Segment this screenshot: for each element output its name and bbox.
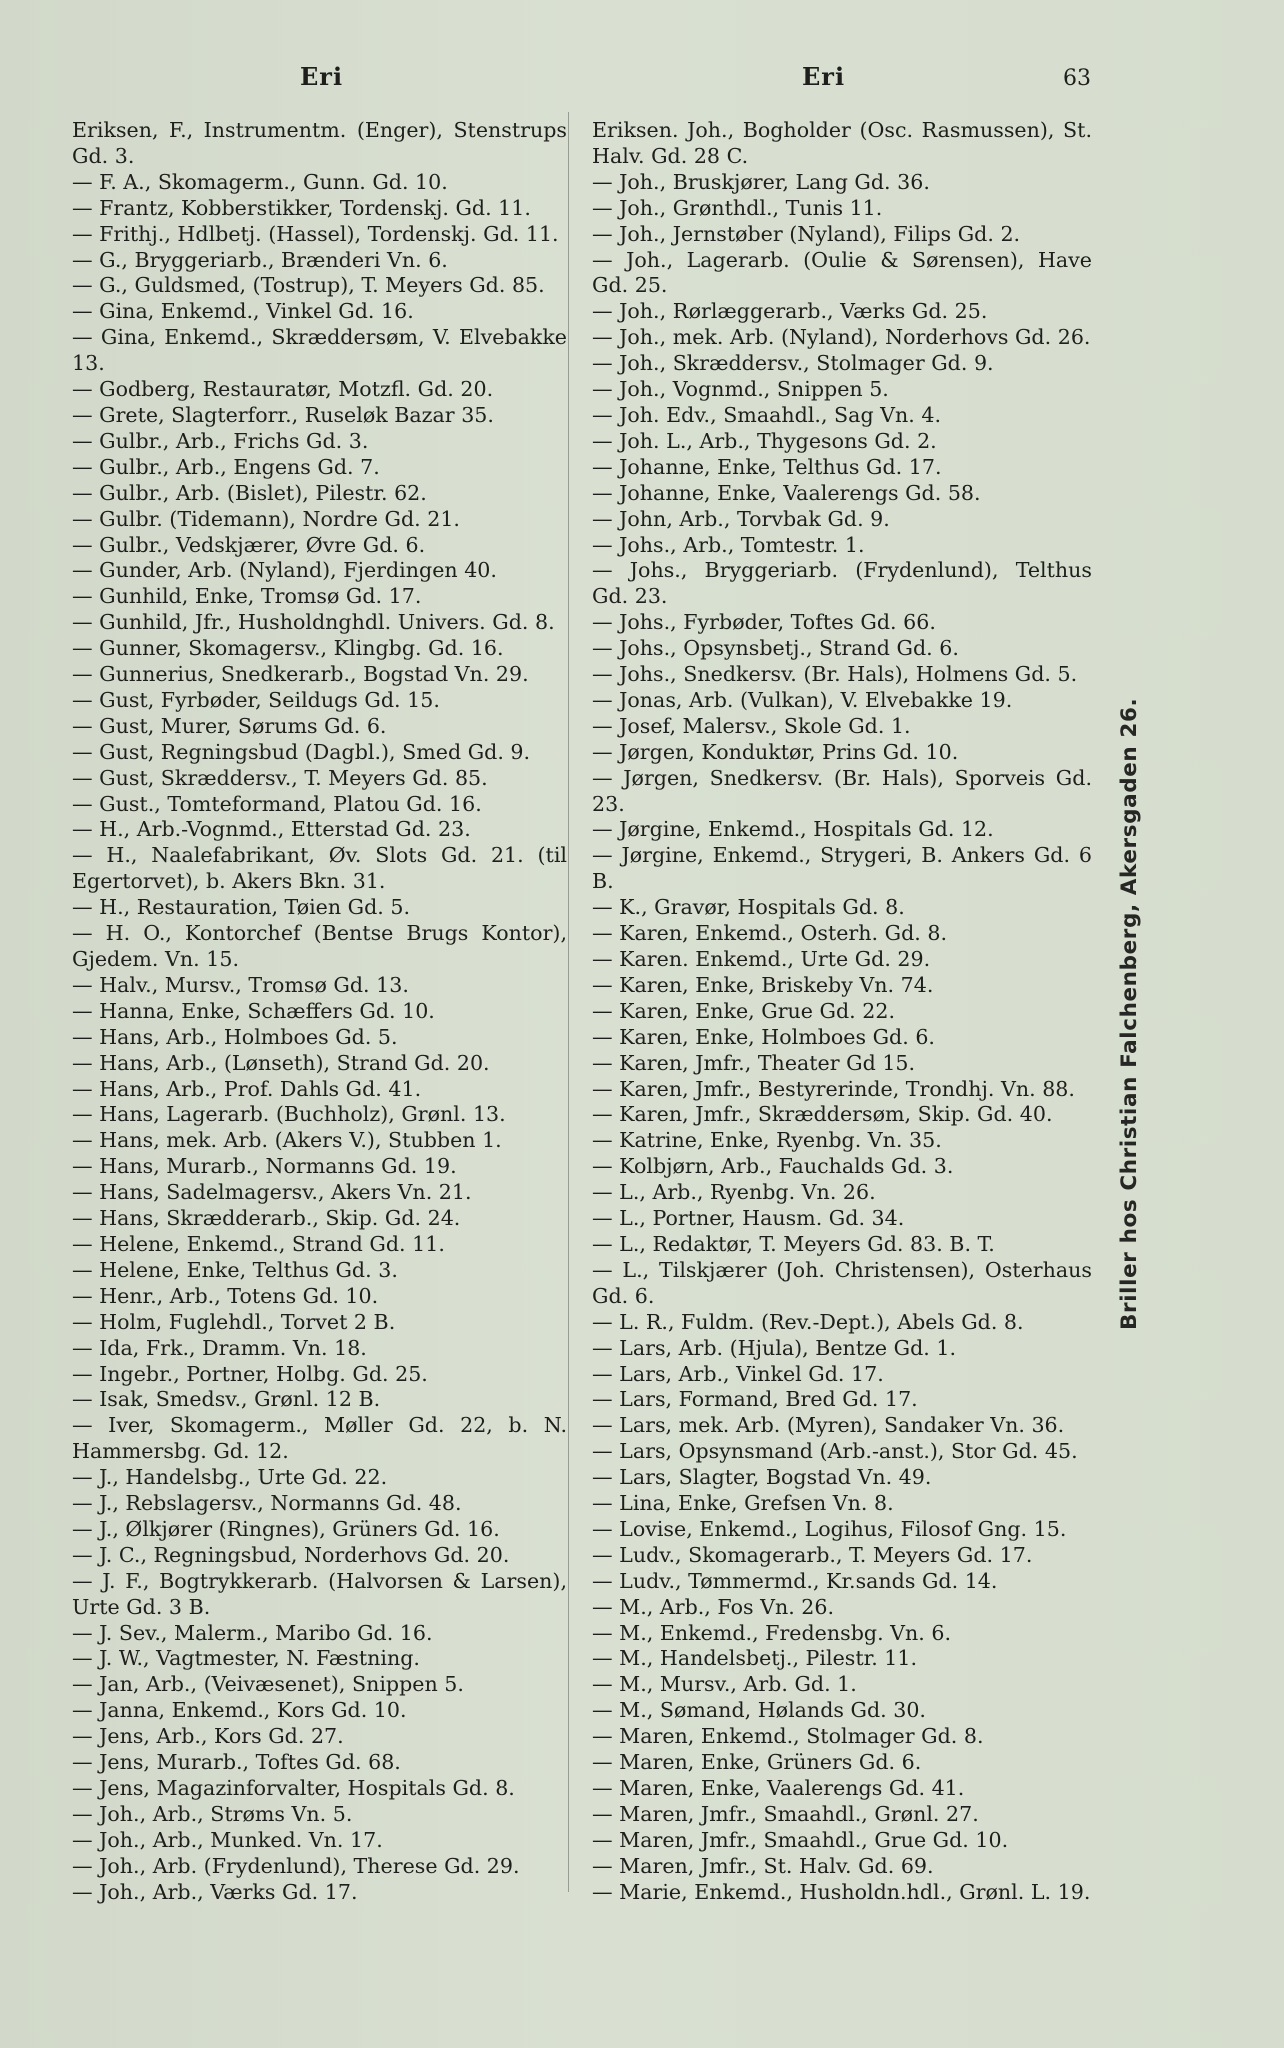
directory-entry: — Joh., Jernstøber (Nyland), Filips Gd. 2. xyxy=(592,221,1021,246)
directory-entry: — Gunnerius, Snedkerarb., Bogstad Vn. 29. xyxy=(72,662,529,687)
directory-entry: — John, Arb., Torvbak Gd. 9. xyxy=(592,506,890,531)
directory-entry: — Helene, Enke, Telthus Gd. 3. xyxy=(72,1257,398,1282)
directory-entry: — Karen, Jmfr., Theater Gd 15. xyxy=(592,1050,916,1075)
directory-entry: — Jens, Arb., Kors Gd. 27. xyxy=(72,1724,344,1749)
directory-entry: — Gust, Regningsbud (Dagbl.), Smed Gd. 9. xyxy=(72,739,531,764)
directory-entry: — Johs., Snedkersv. (Br. Hals), Holmens Gd. 5. xyxy=(592,662,1078,687)
directory-entry: — Gust, Fyrbøder, Seildugs Gd. 15. xyxy=(72,687,440,712)
directory-entry: — Lars, Arb. (Hjula), Bentze Gd. 1. xyxy=(592,1335,957,1360)
directory-entry: — G., Bryggeriarb., Brænderi Vn. 6. xyxy=(72,247,448,272)
directory-entry: — H., Restauration, Tøien Gd. 5. xyxy=(72,895,411,920)
directory-entry: — Maren, Jmfr., Smaahdl., Grue Gd. 10. xyxy=(592,1827,1009,1852)
directory-entry: — Joh., Vognmd., Snippen 5. xyxy=(592,377,889,402)
directory-entry: — Joh., Grønthdl., Tunis 11. xyxy=(592,195,883,220)
directory-entry: — Joh., Rørlæggerarb., Værks Gd. 25. xyxy=(592,299,988,324)
directory-entry: — Karen, Enke, Grue Gd. 22. xyxy=(592,998,896,1023)
directory-entry: — Grete, Slagterforr., Ruseløk Bazar 35. xyxy=(72,402,494,427)
directory-entry: — Isak, Smedsv., Grønl. 12 B. xyxy=(72,1387,381,1412)
directory-entry: — Jens, Magazinforvalter, Hospitals Gd. 8. xyxy=(72,1776,515,1800)
directory-entry: — Johs., Arb., Tomtestr. 1. xyxy=(592,532,865,557)
page-number: 63 xyxy=(1063,66,1091,91)
directory-entry: — H., Arb.-Vognmd., Etterstad Gd. 23. xyxy=(72,817,471,842)
directory-entry: — Karen. Enkemd., Urte Gd. 29. xyxy=(592,947,931,971)
directory-entry: — Johanne, Enke, Telthus Gd. 17. xyxy=(592,454,942,479)
directory-entry: — K., Gravør, Hospitals Gd. 8. xyxy=(592,895,905,920)
directory-entry: — Maren, Enke, Vaalerengs Gd. 41. xyxy=(592,1776,965,1800)
directory-entry: — J., Handelsbg., Urte Gd. 22. xyxy=(72,1465,388,1490)
directory-entry: — Ingebr., Portner, Holbg. Gd. 25. xyxy=(72,1361,428,1386)
directory-entry: — Gina, Enkemd., Vinkel Gd. 16. xyxy=(72,299,414,324)
directory-entry: — Jørgen, Konduktør, Prins Gd. 10. xyxy=(592,739,959,764)
directory-entry: — J., Ølkjører (Ringnes), Grüners Gd. 16. xyxy=(72,1516,500,1541)
directory-entry: — M., Arb., Fos Vn. 26. xyxy=(592,1594,835,1619)
directory-entry: — Marie, Enkemd., Husholdn.hdl., Grønl. L. 19. xyxy=(592,1879,1091,1904)
directory-entry: — Godberg, Restauratør, Motzfl. Gd. 20. xyxy=(72,377,494,402)
directory-entry: — Hanna, Enke, Schæffers Gd. 10. xyxy=(72,998,435,1023)
directory-entry: — Joh., Skræddersv., Stolmager Gd. 9. xyxy=(592,351,994,376)
directory-entry: — Karen, Jmfr., Bestyrerinde, Trondhj. Vn. 88. xyxy=(592,1076,1075,1101)
side-advertisement: Briller hos Christian Falchenberg, Akersgaden 26. xyxy=(1117,697,1142,1330)
directory-entry: — Kolbjørn, Arb., Fauchalds Gd. 3. xyxy=(592,1154,954,1179)
directory-entry: — Johanne, Enke, Vaalerengs Gd. 58. xyxy=(592,480,981,505)
directory-entry: — Joh., Bruskjører, Lang Gd. 36. xyxy=(592,169,930,194)
directory-entry: — Gunner, Skomagersv., Klingbg. Gd. 16. xyxy=(72,636,504,661)
directory-entry: — J. Sev., Malerm., Maribo Gd. 16. xyxy=(72,1620,433,1645)
directory-entry: — L., Tilskjærer (Joh. Christensen), Osterhaus Gd. 6. xyxy=(592,1257,1092,1308)
directory-entry: — M., Enkemd., Fredensbg. Vn. 6. xyxy=(592,1620,952,1645)
directory-entry: — Jørgine, Enkemd., Hospitals Gd. 12. xyxy=(592,817,994,842)
directory-entry: — Halv., Mursv., Tromsø Gd. 13. xyxy=(72,972,409,997)
directory-entry: — Karen, Jmfr., Skræddersøm, Skip. Gd. 40. xyxy=(592,1102,1053,1127)
directory-entry: — M., Mursv., Arb. Gd. 1. xyxy=(592,1672,857,1697)
directory-entry: — Josef, Malersv., Skole Gd. 1. xyxy=(592,713,911,738)
directory-entry: — Joh., Arb., Værks Gd. 17. xyxy=(72,1879,358,1904)
directory-entry: — Ludv., Tømmermd., Kr.sands Gd. 14. xyxy=(592,1568,998,1593)
directory-entry: — Frithj., Hdlbetj. (Hassel), Tordenskj. Gd. 11. xyxy=(72,221,559,246)
directory-entry: — Lovise, Enkemd., Logihus, Filosof Gng. 15. xyxy=(592,1516,1067,1541)
directory-entry: — Frantz, Kobberstikker, Tordenskj. Gd. 11. xyxy=(72,195,531,220)
directory-entry: — Jan, Arb., (Veivæsenet), Snippen 5. xyxy=(72,1672,464,1697)
directory-entry: — Jens, Murarb., Toftes Gd. 68. xyxy=(72,1750,401,1775)
directory-entry: — Maren, Jmfr., Smaahdl., Grønl. 27. xyxy=(592,1801,979,1826)
directory-entry: — Ludv., Skomagerarb., T. Meyers Gd. 17. xyxy=(592,1542,1033,1567)
directory-entry: — Johs., Opsynsbetj., Strand Gd. 6. xyxy=(592,636,959,661)
directory-entry: — Hans, Arb., Prof. Dahls Gd. 41. xyxy=(72,1076,422,1101)
directory-entry: — Joh., Arb., Strøms Vn. 5. xyxy=(72,1801,353,1826)
directory-entry: — Gust., Tomteformand, Platou Gd. 16. xyxy=(72,791,482,816)
directory-entry: — J. C., Regningsbud, Norderhovs Gd. 20. xyxy=(72,1542,510,1567)
directory-entry: — Janna, Enkemd., Kors Gd. 10. xyxy=(72,1698,407,1723)
directory-entry: — Maren, Jmfr., St. Halv. Gd. 69. xyxy=(592,1853,934,1878)
directory-entry: — Maren, Enkemd., Stolmager Gd. 8. xyxy=(592,1724,984,1749)
column-divider xyxy=(568,112,569,1892)
directory-entry: — L., Arb., Ryenbg. Vn. 26. xyxy=(592,1180,876,1205)
directory-entry: — Hans, Arb., Holmboes Gd. 5. xyxy=(72,1024,398,1049)
directory-entry: — Hans, Murarb., Normanns Gd. 19. xyxy=(72,1154,457,1179)
directory-entry: — Katrine, Enke, Ryenbg. Vn. 35. xyxy=(592,1128,942,1153)
directory-entry: — L., Redaktør, T. Meyers Gd. 83. B. T. xyxy=(592,1231,995,1256)
directory-entry: — Gust, Skræddersv., T. Meyers Gd. 85. xyxy=(72,765,488,790)
directory-entry: — Hans, mek. Arb. (Akers V.), Stubben 1. xyxy=(72,1128,502,1153)
directory-entry: — Holm, Fuglehdl., Torvet 2 B. xyxy=(72,1309,396,1334)
directory-entry: — L., Portner, Hausm. Gd. 34. xyxy=(592,1206,905,1231)
directory-entry: — Gunhild, Enke, Tromsø Gd. 17. xyxy=(72,584,422,609)
directory-entry: — Lars, mek. Arb. (Myren), Sandaker Vn. 36. xyxy=(592,1413,1065,1438)
directory-entry: — J. F., Bogtrykkerarb. (Halvorsen & Larsen), Urte Gd. 3 B. xyxy=(72,1568,567,1619)
directory-entry: — Karen, Enke, Holmboes Gd. 6. xyxy=(592,1024,935,1049)
directory-entry: — Hans, Sadelmagersv., Akers Vn. 21. xyxy=(72,1180,472,1205)
directory-entry: Eriksen. Joh., Bogholder (Osc. Rasmussen), St. Halv. Gd. 28 C. xyxy=(592,118,1092,168)
directory-entry: — Karen, Enke, Briskeby Vn. 74. xyxy=(592,972,934,997)
directory-entry: — Karen, Enkemd., Osterh. Gd. 8. xyxy=(592,921,947,946)
directory-entry: — J., Rebslagersv., Normanns Gd. 48. xyxy=(72,1491,462,1516)
directory-entry: — H. O., Kontorchef (Bentse Brugs Kontor), Gjedem. Vn. 15. xyxy=(72,921,567,971)
directory-entry: — Lars, Formand, Bred Gd. 17. xyxy=(592,1387,918,1412)
directory-entry: — Joh., Arb., Munked. Vn. 17. xyxy=(72,1827,383,1852)
directory-entry: — Johs., Bryggeriarb. (Frydenlund), Telthus Gd. 23. xyxy=(592,558,1092,609)
directory-entry: — Gulbr., Arb., Engens Gd. 7. xyxy=(72,454,380,479)
directory-entry: — Jørgen, Snedkersv. (Br. Hals), Sporveis Gd. 23. xyxy=(592,765,1092,816)
directory-entry: — Hans, Skrædderarb., Skip. Gd. 24. xyxy=(72,1206,461,1231)
directory-entry: — J. W., Vagtmester, N. Fæstning. xyxy=(72,1646,420,1671)
directory-entry: — Joh., Arb. (Frydenlund), Therese Gd. 29. xyxy=(72,1853,520,1878)
running-head-left: Eri xyxy=(300,62,344,91)
directory-entry: — Henr., Arb., Totens Gd. 10. xyxy=(72,1283,379,1308)
directory-entry: — M., Sømand, Hølands Gd. 30. xyxy=(592,1698,926,1723)
directory-entry: — Helene, Enkemd., Strand Gd. 11. xyxy=(72,1231,445,1256)
directory-entry: — Johs., Fyrbøder, Toftes Gd. 66. xyxy=(592,610,936,635)
directory-entry: — Gulbr., Vedskjærer, Øvre Gd. 6. xyxy=(72,532,426,557)
directory-entry: — Joh., mek. Arb. (Nyland), Norderhovs Gd. 26. xyxy=(592,325,1091,350)
directory-entry: — L. R., Fuldm. (Rev.-Dept.), Abels Gd. 8. xyxy=(592,1309,1024,1334)
directory-entry: — H., Naalefabrikant, Øv. Slots Gd. 21. (til Egertorvet), b. Akers Bkn. 31. xyxy=(72,843,567,894)
directory-entry: — F. A., Skomagerm., Gunn. Gd. 10. xyxy=(72,169,448,194)
directory-entry: — Gunhild, Jfr., Husholdnghdl. Univers. Gd. 8. xyxy=(72,610,555,635)
directory-entry: — Maren, Enke, Grüners Gd. 6. xyxy=(592,1750,922,1775)
right-column xyxy=(592,118,1092,1906)
directory-entry: — Joh. Edv., Smaahdl., Sag Vn. 4. xyxy=(592,402,942,427)
directory-entry: — Gulbr., Arb. (Bislet), Pilestr. 62. xyxy=(72,480,427,505)
running-head-right: Eri xyxy=(802,62,846,91)
directory-entry: — Joh. L., Arb., Thygesons Gd. 2. xyxy=(592,428,937,453)
directory-entry: Eriksen, F., Instrumentm. (Enger), Stenstrups Gd. 3. xyxy=(72,118,567,168)
directory-entry: — Gina, Enkemd., Skræddersøm, V. Elvebakke 13. xyxy=(72,325,567,376)
directory-entry: — Jørgine, Enkemd., Strygeri, B. Ankers Gd. 6 B. xyxy=(592,843,1092,894)
directory-entry: — Lina, Enke, Grefsen Vn. 8. xyxy=(592,1491,894,1516)
directory-entry: — Gulbr. (Tidemann), Nordre Gd. 21. xyxy=(72,506,460,531)
directory-entry: — Gust, Murer, Sørums Gd. 6. xyxy=(72,713,387,738)
directory-entry: — Iver, Skomagerm., Møller Gd. 22, b. N. Hammersbg. Gd. 12. xyxy=(72,1413,567,1464)
directory-entry: — Hans, Lagerarb. (Buchholz), Grønl. 13. xyxy=(72,1102,506,1127)
directory-entry: — Hans, Arb., (Lønseth), Strand Gd. 20. xyxy=(72,1050,490,1075)
directory-entry: — Gulbr., Arb., Frichs Gd. 3. xyxy=(72,428,369,453)
directory-entry: — Lars, Opsynsmand (Arb.-anst.), Stor Gd. 45. xyxy=(592,1439,1078,1464)
directory-entry: — Gunder, Arb. (Nyland), Fjerdingen 40. xyxy=(72,558,497,583)
left-column xyxy=(72,118,567,1906)
directory-entry: — Lars, Slagter, Bogstad Vn. 49. xyxy=(592,1465,932,1490)
directory-entry: — Lars, Arb., Vinkel Gd. 17. xyxy=(592,1361,884,1386)
directory-entry: — Jonas, Arb. (Vulkan), V. Elvebakke 19. xyxy=(592,687,1013,712)
directory-entry: — Ida, Frk., Dramm. Vn. 18. xyxy=(72,1335,367,1360)
directory-entry: — G., Guldsmed, (Tostrup), T. Meyers Gd. 85. xyxy=(72,273,545,298)
directory-entry: — Joh., Lagerarb. (Oulie & Sørensen), Have Gd. 25. xyxy=(592,247,1092,298)
directory-entry: — M., Handelsbetj., Pilestr. 11. xyxy=(592,1646,918,1671)
